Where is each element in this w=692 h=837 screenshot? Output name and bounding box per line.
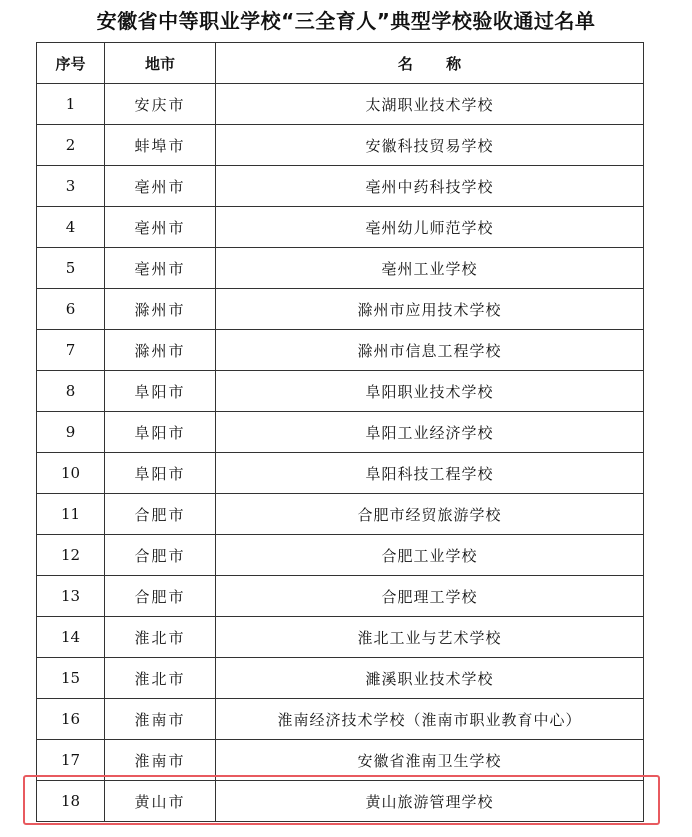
table-row [37,576,644,617]
cell-school-name: 亳州工业学校 [216,248,644,289]
cell-school-name: 黄山旅游管理学校 [216,781,644,822]
cell-school-name: 滁州市信息工程学校 [216,330,644,371]
cell-index: 12 [37,535,105,576]
cell-city: 蚌埠市 [105,125,216,166]
cell-index: 17 [37,740,105,781]
cell-city: 淮北市 [105,617,216,658]
table-row [37,248,644,289]
cell-school-name: 合肥理工学校 [216,576,644,617]
cell-school-name: 合肥工业学校 [216,535,644,576]
cell-city: 合肥市 [105,494,216,535]
cell-city: 滁州市 [105,330,216,371]
cell-index: 2 [37,125,105,166]
cell-index: 18 [37,781,105,822]
cell-city: 亳州市 [105,207,216,248]
cell-city: 亳州市 [105,248,216,289]
page-title: 安徽省中等职业学校“三全育人”典型学校验收通过名单 [96,9,596,33]
table-row [37,740,644,781]
cell-index: 6 [37,289,105,330]
cell-index: 13 [37,576,105,617]
cell-city: 合肥市 [105,535,216,576]
cell-city: 阜阳市 [105,371,216,412]
cell-school-name: 安徽科技贸易学校 [216,125,644,166]
cell-index: 3 [37,166,105,207]
cell-city: 淮南市 [105,740,216,781]
school-list-table [36,42,644,822]
table-row [37,535,644,576]
cell-city: 亳州市 [105,166,216,207]
table-row [37,453,644,494]
cell-school-name: 淮南经济技术学校（淮南市职业教育中心） [216,699,644,740]
cell-index: 7 [37,330,105,371]
cell-index: 8 [37,371,105,412]
cell-school-name: 亳州幼儿师范学校 [216,207,644,248]
cell-school-name: 淮北工业与艺术学校 [216,617,644,658]
cell-city: 阜阳市 [105,412,216,453]
table-row [37,207,644,248]
cell-city: 阜阳市 [105,453,216,494]
cell-school-name: 滁州市应用技术学校 [216,289,644,330]
cell-index: 14 [37,617,105,658]
cell-index: 16 [37,699,105,740]
cell-city: 合肥市 [105,576,216,617]
cell-index: 11 [37,494,105,535]
table-row [37,781,644,822]
table-body [37,84,644,822]
cell-index: 10 [37,453,105,494]
cell-index: 1 [37,84,105,125]
cell-index: 5 [37,248,105,289]
cell-school-name: 太湖职业技术学校 [216,84,644,125]
cell-school-name: 阜阳职业技术学校 [216,371,644,412]
table-row [37,84,644,125]
header-index: 序号 [37,43,105,84]
cell-city: 黄山市 [105,781,216,822]
cell-school-name: 濉溪职业技术学校 [216,658,644,699]
table-row [37,330,644,371]
table-row [37,494,644,535]
cell-school-name: 阜阳工业经济学校 [216,412,644,453]
table-row [37,166,644,207]
cell-city: 滁州市 [105,289,216,330]
table-row [37,412,644,453]
table-row [37,371,644,412]
cell-school-name: 阜阳科技工程学校 [216,453,644,494]
table-row [37,658,644,699]
cell-school-name: 合肥市经贸旅游学校 [216,494,644,535]
cell-index: 4 [37,207,105,248]
cell-school-name: 安徽省淮南卫生学校 [216,740,644,781]
cell-school-name: 亳州中药科技学校 [216,166,644,207]
cell-index: 15 [37,658,105,699]
table-row [37,699,644,740]
table-row [37,289,644,330]
table-header-row [37,43,644,84]
table-row [37,125,644,166]
header-city: 地市 [105,43,216,84]
header-name: 名 称 [216,43,644,84]
cell-city: 淮南市 [105,699,216,740]
cell-city: 淮北市 [105,658,216,699]
cell-index: 9 [37,412,105,453]
table-row [37,617,644,658]
cell-city: 安庆市 [105,84,216,125]
